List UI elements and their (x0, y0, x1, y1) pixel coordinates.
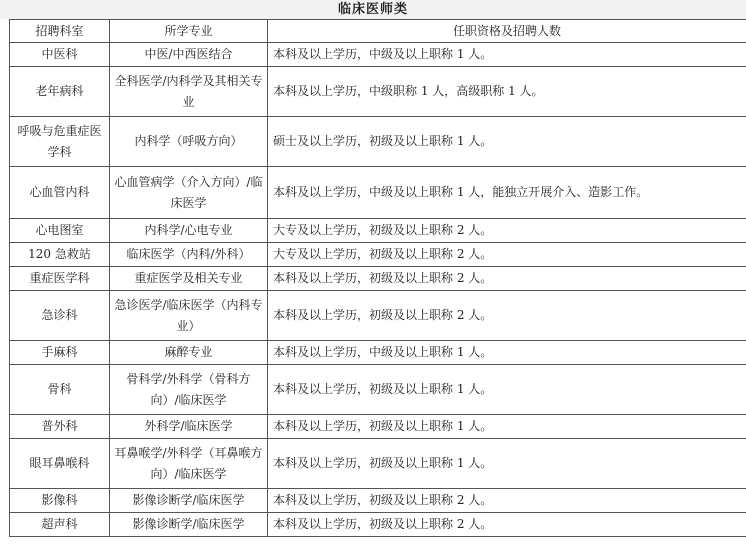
major-cell: 临床医学（内科/外科） (110, 243, 268, 267)
table-row (10, 341, 746, 365)
table-row (10, 117, 746, 167)
major-cell: 中医/中西医结合 (110, 43, 268, 67)
dept-cell: 影像科 (10, 489, 110, 513)
requirement-cell: 本科及以上学历，初级及以上职称 1 人。 (268, 439, 746, 489)
table-row (10, 439, 746, 489)
dept-cell: 超声科 (10, 513, 110, 537)
recruitment-table (9, 19, 746, 537)
table-row (10, 365, 746, 415)
major-cell: 影像诊断学/临床医学 (110, 513, 268, 537)
major-cell: 骨科学/外科学（骨科方向）/临床医学 (110, 365, 268, 415)
dept-cell: 呼吸与危重症医学科 (10, 117, 110, 167)
table-row (10, 243, 746, 267)
major-cell: 耳鼻喉学/外科学（耳鼻喉方向）/临床医学 (110, 439, 268, 489)
dept-cell: 急诊科 (10, 291, 110, 341)
table-row (10, 43, 746, 67)
dept-cell: 120 急救站 (10, 243, 110, 267)
requirement-cell: 大专及以上学历，初级及以上职称 2 人。 (268, 243, 746, 267)
major-cell: 心血管病学（介入方向）/临床医学 (110, 167, 268, 219)
table-row (10, 513, 746, 537)
major-cell: 重症医学及相关专业 (110, 267, 268, 291)
requirement-cell: 本科及以上学历，初级及以上职称 1 人。 (268, 365, 746, 415)
dept-cell: 中医科 (10, 43, 110, 67)
dept-cell: 骨科 (10, 365, 110, 415)
major-cell: 影像诊断学/临床医学 (110, 489, 268, 513)
requirement-cell: 本科及以上学历，中级及以上职称 1 人。 (268, 341, 746, 365)
major-cell: 内科学/心电专业 (110, 219, 268, 243)
requirement-cell: 硕士及以上学历，初级及以上职称 1 人。 (268, 117, 746, 167)
table-title: 临床医师类 (0, 0, 746, 19)
requirement-cell: 本科及以上学历，中级及以上职称 1 人，能独立开展介入、造影工作。 (268, 167, 746, 219)
requirement-cell: 本科及以上学历，初级及以上职称 2 人。 (268, 513, 746, 537)
table-row (10, 67, 746, 117)
table-row (10, 219, 746, 243)
requirement-cell: 本科及以上学历，中级职称 1 人，高级职称 1 人。 (268, 67, 746, 117)
table-row (10, 291, 746, 341)
major-cell: 全科医学/内科学及其相关专业 (110, 67, 268, 117)
requirement-cell: 本科及以上学历，初级及以上职称 1 人。 (268, 415, 746, 439)
major-cell: 内科学（呼吸方向） (110, 117, 268, 167)
column-header-requirements: 任职资格及招聘人数 (268, 20, 746, 43)
dept-cell: 手麻科 (10, 341, 110, 365)
requirement-cell: 本科及以上学历，初级及以上职称 2 人。 (268, 267, 746, 291)
requirement-cell: 本科及以上学历，初级及以上职称 2 人。 (268, 489, 746, 513)
column-header-major: 所学专业 (110, 20, 268, 43)
dept-cell: 老年病科 (10, 67, 110, 117)
dept-cell: 心电图室 (10, 219, 110, 243)
table-row (10, 167, 746, 219)
requirement-cell: 大专及以上学历，初级及以上职称 2 人。 (268, 219, 746, 243)
dept-cell: 重症医学科 (10, 267, 110, 291)
dept-cell: 眼耳鼻喉科 (10, 439, 110, 489)
major-cell: 外科学/临床医学 (110, 415, 268, 439)
table-row (10, 267, 746, 291)
table-row (10, 489, 746, 513)
requirement-cell: 本科及以上学历，中级及以上职称 1 人。 (268, 43, 746, 67)
requirement-cell: 本科及以上学历，初级及以上职称 2 人。 (268, 291, 746, 341)
major-cell: 急诊医学/临床医学（内科专业） (110, 291, 268, 341)
dept-cell: 心血管内科 (10, 167, 110, 219)
table-row (10, 415, 746, 439)
dept-cell: 普外科 (10, 415, 110, 439)
header-row (10, 20, 746, 43)
major-cell: 麻醉专业 (110, 341, 268, 365)
column-header-dept: 招聘科室 (10, 20, 110, 43)
